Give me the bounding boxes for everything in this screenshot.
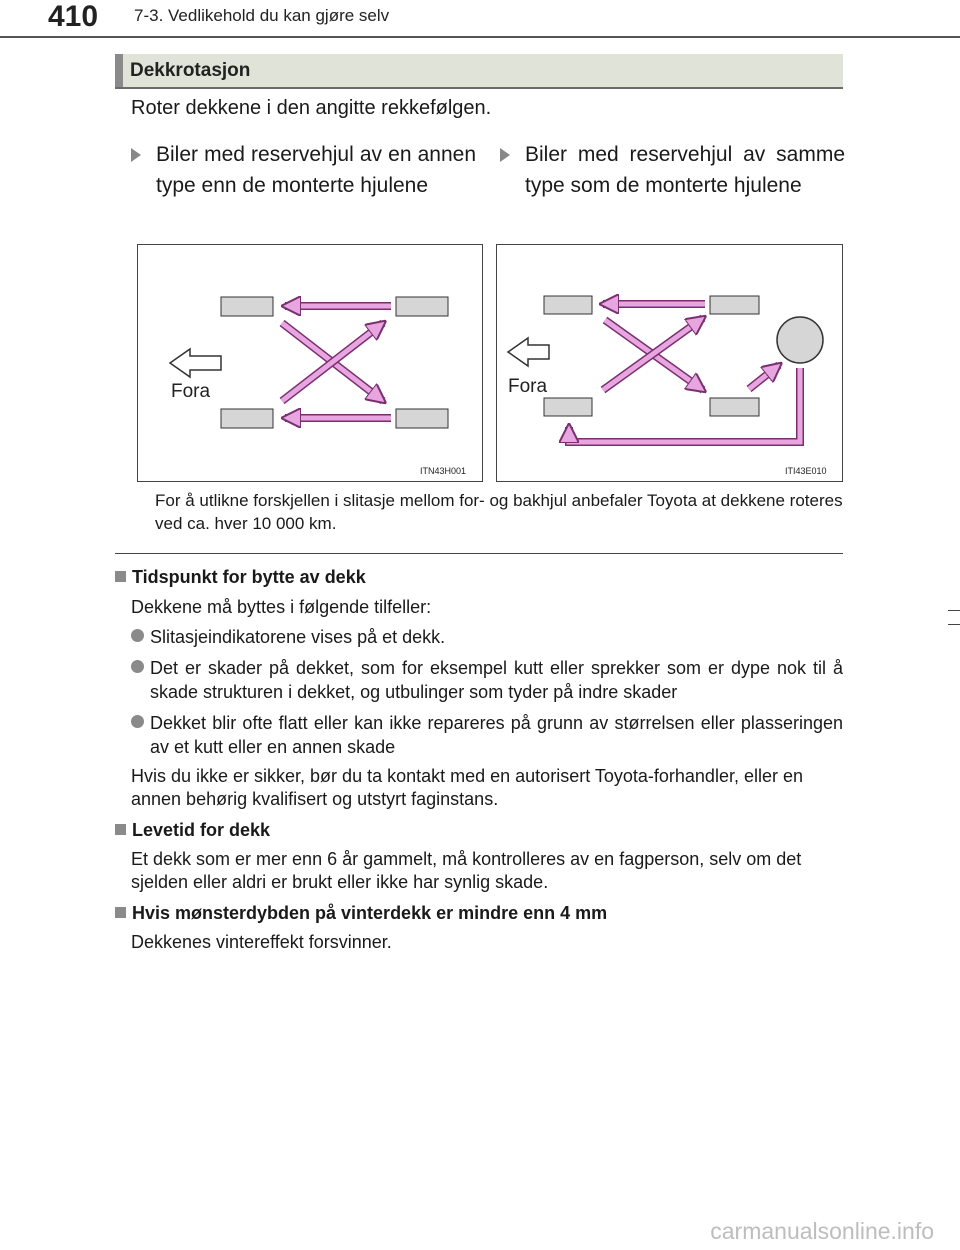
figure-caption: For å utlikne forskjellen i slitasje mellom for- og bakhjul anbefaler Toyota at dekkene roteres ved ca. hver 10 000 km. [155,491,843,533]
square-bullet-icon [115,824,126,835]
bullet-dot-icon [131,715,144,728]
page-number: 410 [48,0,99,33]
tire-rear-right [396,409,448,428]
heading-winter [115,903,607,924]
replace-note-text: Hvis du ikke er sikker, bør du ta kontakt med en autorisert Toyota-forhandler, eller en annen behørig kvalifisert og utstyrt faginstans. [131,766,803,809]
column-right-text: Biler med reservehjul av samme type som de monterte hjulene [525,143,845,197]
tire-front-right [221,409,273,428]
section-title: Dekkrotasjon [130,60,251,81]
bullet-text: Det er skader på dekket, som for eksempel kutt eller sprekker som er dype nok til å skade strukturen i dekket, og utbulinger som tyder på indre skader [150,658,843,702]
figure-code-left: ITN43H001 [420,466,467,476]
watermark: carmanualsonline.info [710,1218,934,1244]
bullet-text: Dekket blir ofte flatt eller kan ikke repareres på grunn av størrelsen eller plasseringen av et kutt eller en annen skade [150,713,843,757]
bullet-item [131,711,843,759]
square-bullet-icon [115,907,126,918]
triangle-bullet-icon [500,148,510,162]
replace-lead-text: Dekkene må byttes i følgende tilfeller: [131,597,432,617]
section-heading [115,54,843,89]
bullet-text: Slitasjeindikatorene vises på et dekk. [150,627,446,647]
bullet-item [131,656,843,704]
heading-winter-text: Hvis mønsterdybden på vinterdekk er mindre enn 4 mm [132,903,608,923]
winter-text: Dekkenes vintereffekt forsvinner. [131,932,392,952]
column-left-text: Biler med reservehjul av en annen type enn de monterte hjulene [156,143,476,197]
bullet-item [131,625,843,649]
heading-when-to-replace [115,567,366,588]
square-bullet-icon [115,571,126,582]
column-left [131,139,476,201]
heading-bar [115,54,123,87]
heading-lifespan [115,820,270,841]
heading-lifespan-text: Levetid for dekk [132,820,271,840]
tire-rear-left [710,296,759,314]
tire-front-left [221,297,273,316]
triangle-bullet-icon [131,148,141,162]
tire-front-left [544,296,592,314]
front-label-right: Fora [508,376,548,397]
chapter-title: 7-3. Vedlikehold du kan gjøre selv [134,6,390,25]
tire-front-right [544,398,592,416]
lifespan-text: Et dekk som er mer enn 6 år gammelt, må kontrolleres av en fagperson, selv om det sjelden eller aldri er brukt eller ikke har synlig skade. [131,849,802,892]
header-rule [0,36,960,38]
margin-tick [948,624,960,625]
column-right [500,139,845,201]
spare-tire [777,317,823,363]
tire-rear-left [396,297,448,316]
tire-rear-right [710,398,759,416]
bullet-dot-icon [131,629,144,642]
section-divider [115,553,843,554]
intro-text: Roter dekkene i den angitte rekkefølgen. [131,97,492,119]
margin-tick [948,610,960,611]
figure-code-right: ITI43E010 [785,466,827,476]
rotation-figure [137,244,843,483]
bullet-dot-icon [131,660,144,673]
front-label-left: Fora [171,381,211,402]
heading-when-to-replace-text: Tidspunkt for bytte av dekk [132,567,366,587]
